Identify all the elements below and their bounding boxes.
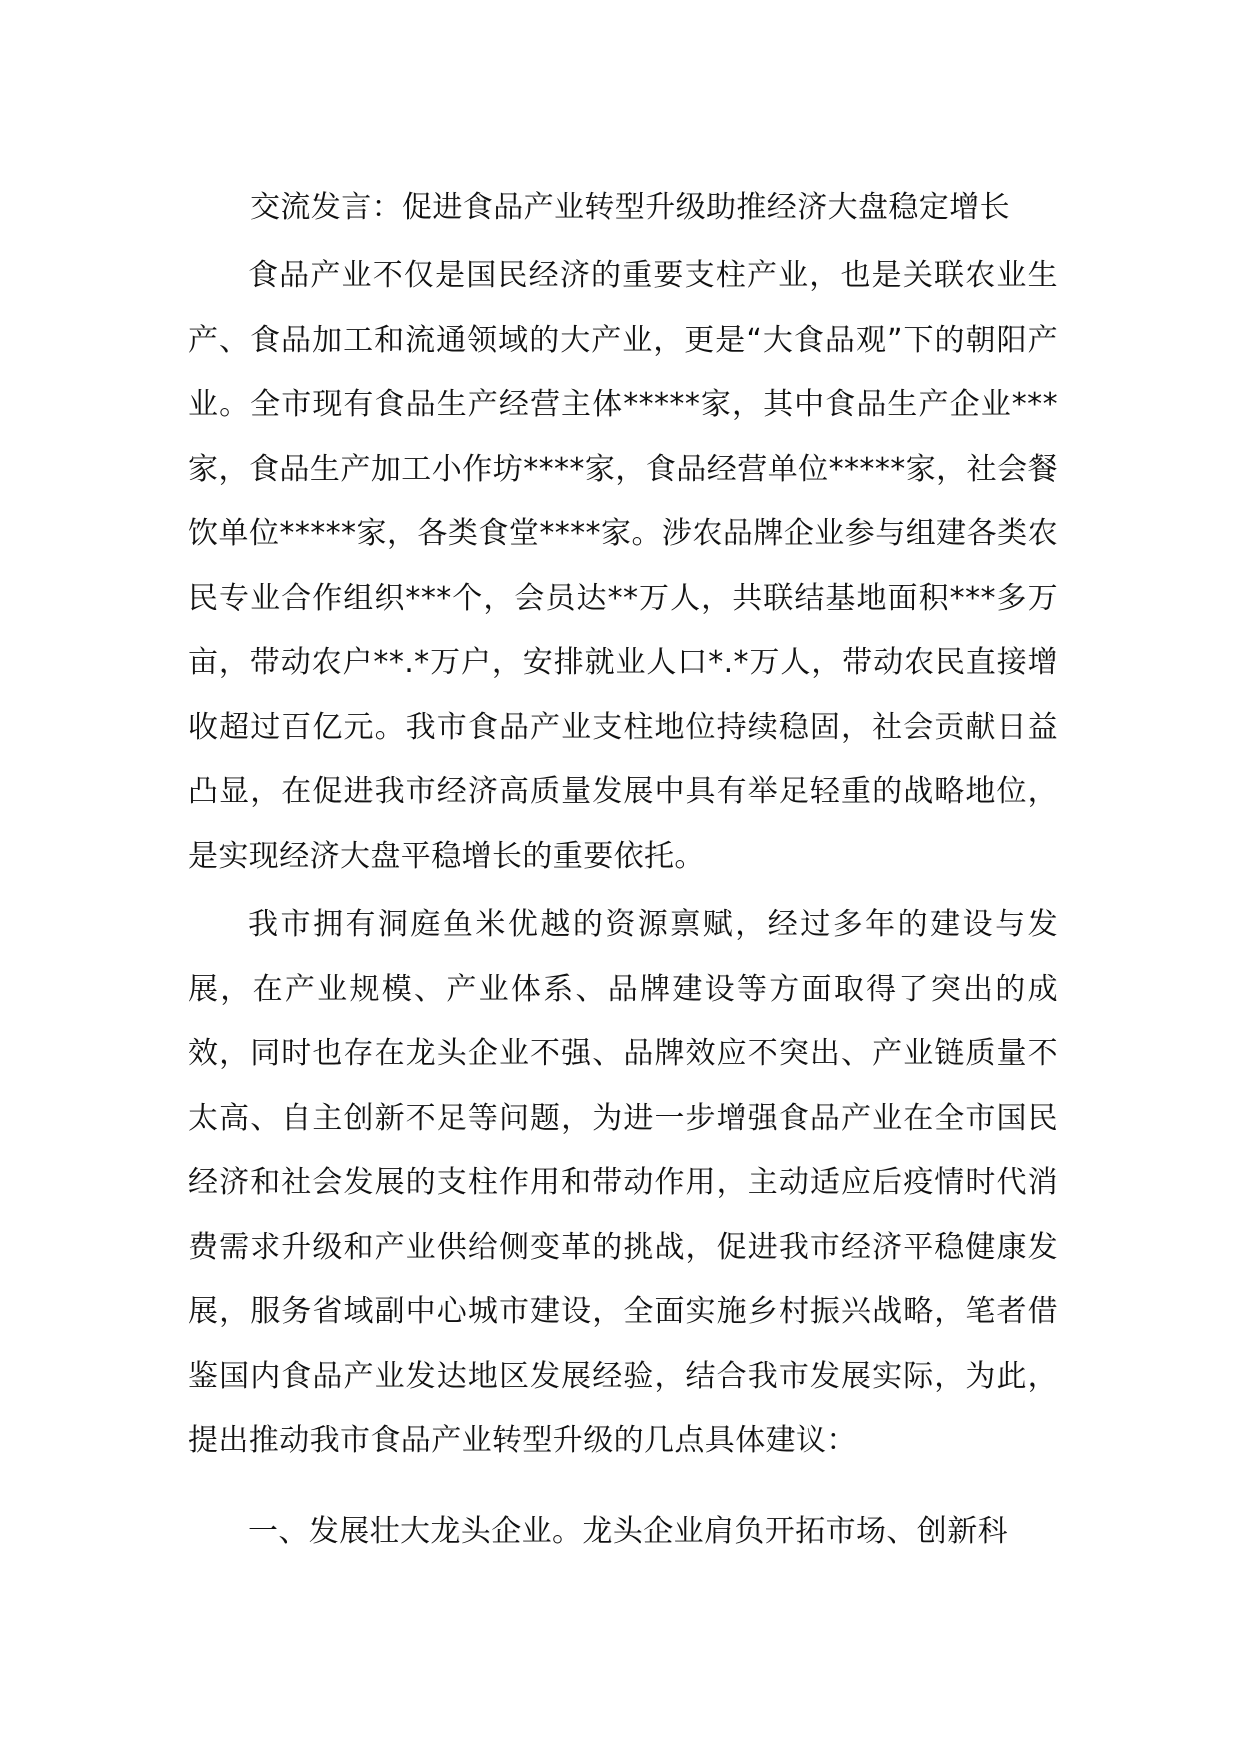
- paragraph-leading-enterprises: 一、发展壮大龙头企业。龙头企业肩负开拓市场、创新科: [248, 1513, 1008, 1549]
- paragraph-problems-and-suggestions: 我市拥有洞庭鱼米优越的资源禀赋，经过多年的建设与发展，在产业规模、产业体系、品牌建设等方面取得了突出的成效，同时也存在龙头企业不强、品牌效应不突出、产业链质量不太高、自主创新不足等问题，为进一步增强食品产业在全市国民经济和社会发展的支柱作用和带动作用，主动适应后疫情时代消费需求升级和产业供给侧变革的挑战，促进我市经济平稳健康发展，服务省域副中心城市建设，全面实施乡村振兴战略，笔者借鉴国内食品产业发达地区发展经验，结合我市发展实际，为此，提出推动我市食品产业转型升级的几点具体建议：: [188, 907, 1058, 1458]
- document-page: [188, 176, 1058, 1564]
- document-title: 交流发言：促进食品产业转型升级助推经济大盘稳定增长: [250, 190, 1010, 225]
- paragraph-industry-overview: 食品产业不仅是国民经济的重要支柱产业，也是关联农业生产、食品加工和流通领域的大产业，更是“大食品观”下的朝阳产业。全市现有食品生产经营主体*****家，其中食品生产企业***家，食品生产加工小作坊****家，食品经营单位*****家，社会餐饮单位*****家，各类食堂****家。涉农品牌企业参与组建各类农民专业合作组织***个，会员达**万人，共联结基地面积***多万亩，带动农户**.*万户，安排就业人口*.*万人，带动农民直接增收超过百亿元。我市食品产业支柱地位持续稳固，社会贡献日益凸显，在促进我市经济高质量发展中具有举足轻重的战略地位，是实现经济大盘平稳增长的重要依托。: [188, 258, 1058, 874]
